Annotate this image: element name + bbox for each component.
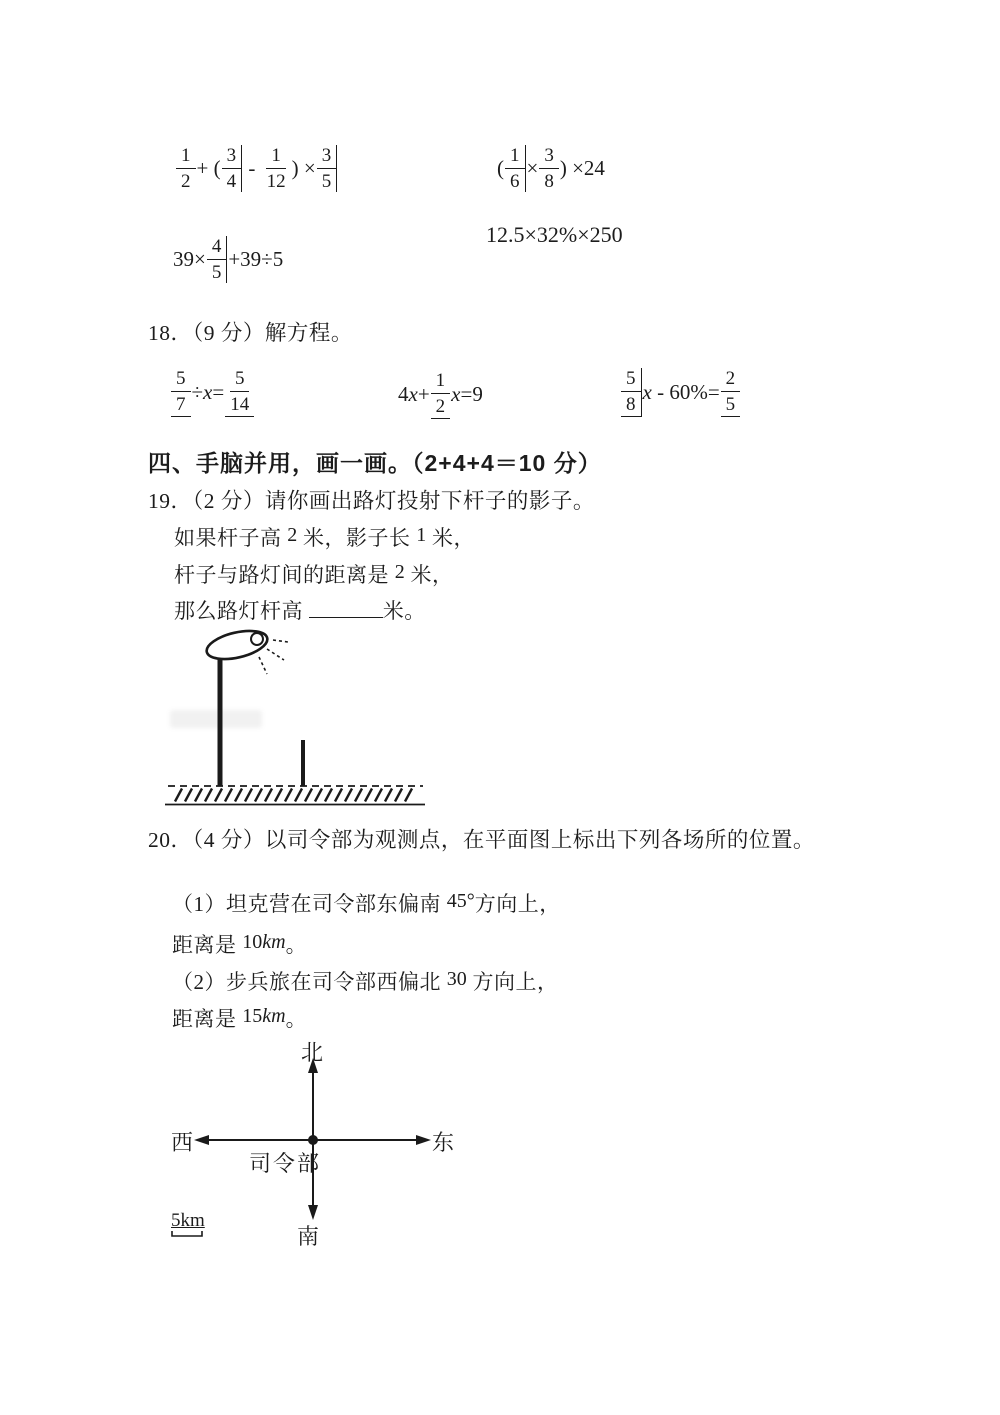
text-segment: 45° (446, 890, 475, 912)
text-segment: 2 (394, 561, 405, 583)
text-segment: （2）步兵旅在司令部西偏北 (172, 970, 447, 994)
command-post-dot (309, 1136, 318, 1145)
text-segment: 。 (285, 933, 308, 957)
fraction: $\frac{3}{5}$ (317, 145, 338, 192)
text-segment: +39÷5 (228, 247, 284, 271)
text-segment: 米。 (382, 599, 426, 623)
text-segment: km (262, 931, 286, 953)
text-segment: - (243, 156, 261, 180)
compass-south-label: 南 (297, 1224, 320, 1249)
compass-north-label: 北 (301, 1040, 324, 1065)
map-scale-label: 5km (171, 1210, 205, 1231)
problem19-line3 (174, 595, 426, 625)
text-segment: （1）坦克营在司令部东偏南 (172, 892, 447, 916)
fraction: $\frac{5}{14}$ (225, 368, 254, 417)
text-segment: 4 (398, 382, 409, 406)
text-segment: x (203, 380, 213, 404)
problem20-item1 (172, 888, 561, 918)
south-arrowhead (308, 1205, 318, 1220)
text-segment: = (212, 380, 225, 404)
text-segment: 2 (287, 524, 298, 546)
text-segment: 那么路灯杆高 (174, 599, 309, 623)
equation-1 (170, 368, 255, 417)
fraction: $\frac{5}{7}$ (171, 368, 191, 417)
problem18-heading: 18．（9 分）解方程。 (148, 321, 353, 345)
problem19-heading: 19．（2 分）请你画出路灯投射下杆子的影子。 (148, 489, 595, 513)
equation-2 (398, 370, 483, 419)
calc-expression-2 (497, 145, 605, 192)
text-segment: 10 (242, 931, 263, 953)
calc-expression-4 (173, 236, 283, 283)
command-post-label: 司令部 (249, 1151, 322, 1176)
fraction: $\frac{1}{2}$ (176, 145, 196, 192)
text-segment: =9 (460, 382, 483, 406)
calc-expression-1 (175, 145, 338, 192)
fraction: $\frac{2}{5}$ (721, 368, 741, 417)
west-arrowhead (194, 1135, 209, 1145)
compass-west-label: 西 (171, 1130, 194, 1155)
fraction: $\frac{3}{8}$ (539, 145, 559, 192)
problem19-line1 (174, 522, 475, 552)
fraction: $\frac{5}{8}$ (621, 368, 642, 417)
fraction: $\frac{1}{6}$ (505, 145, 526, 192)
fraction: $\frac{3}{4}$ (222, 145, 243, 192)
text-segment: ) × (291, 156, 316, 180)
calc-expression-3 (486, 222, 623, 248)
text-segment: ÷ (191, 380, 204, 404)
problem20-item2-distance (172, 1003, 307, 1033)
text-segment: 杆子与路灯间的距离是 (174, 563, 395, 587)
text-segment: x (642, 380, 652, 404)
text-segment: + (417, 382, 430, 406)
text-segment: 12.5×32%×250 (486, 222, 623, 247)
ground-hatching (175, 789, 412, 802)
answer-blank (309, 596, 383, 618)
streetlight-figure (163, 628, 428, 810)
text-segment: 米，影子长 (297, 526, 417, 550)
text-segment: 方向上， (474, 892, 561, 916)
equation-3 (620, 368, 741, 417)
text-segment: - 60%= (651, 380, 720, 404)
problem20-item2 (172, 966, 559, 996)
text-segment: + ( (196, 156, 221, 180)
text-segment: ) ×24 (559, 156, 605, 180)
east-arrowhead (416, 1135, 431, 1145)
text-segment: 。 (285, 1007, 308, 1031)
compass-east-label: 东 (432, 1130, 455, 1155)
text-segment: 39× (173, 247, 206, 271)
fraction: $\frac{1}{2}$ (431, 370, 451, 419)
section4-heading: 四、手脑并用，画一画。（2+4+4＝10 分） (148, 450, 602, 476)
fraction: $\frac{4}{5}$ (207, 236, 228, 283)
text-segment: 方向上， (466, 970, 559, 994)
problem19-line2 (174, 559, 454, 589)
fraction: $\frac{1}{12}$ (266, 145, 286, 192)
text-segment: 米， (404, 563, 454, 587)
text-segment: 30 (446, 968, 467, 990)
text-segment: ( (497, 156, 504, 180)
text-segment: 距离是 (172, 933, 243, 957)
text-segment: 1 (416, 524, 427, 546)
text-segment: 15 (242, 1005, 263, 1027)
problem20-item1-distance (172, 929, 307, 959)
text-segment: 米， (426, 526, 475, 550)
text-segment: 距离是 (172, 1007, 243, 1031)
problem20-heading: 20．（4 分）以司令部为观测点，在平面图上标出下列各场所的位置。 (148, 828, 815, 852)
text-segment: 如果杆子高 (174, 526, 288, 550)
text-segment: × (526, 156, 539, 180)
text-segment: km (262, 1005, 286, 1027)
text-segment: x (451, 382, 461, 406)
text-segment: x (408, 382, 418, 406)
lamp-bulb (251, 633, 263, 645)
